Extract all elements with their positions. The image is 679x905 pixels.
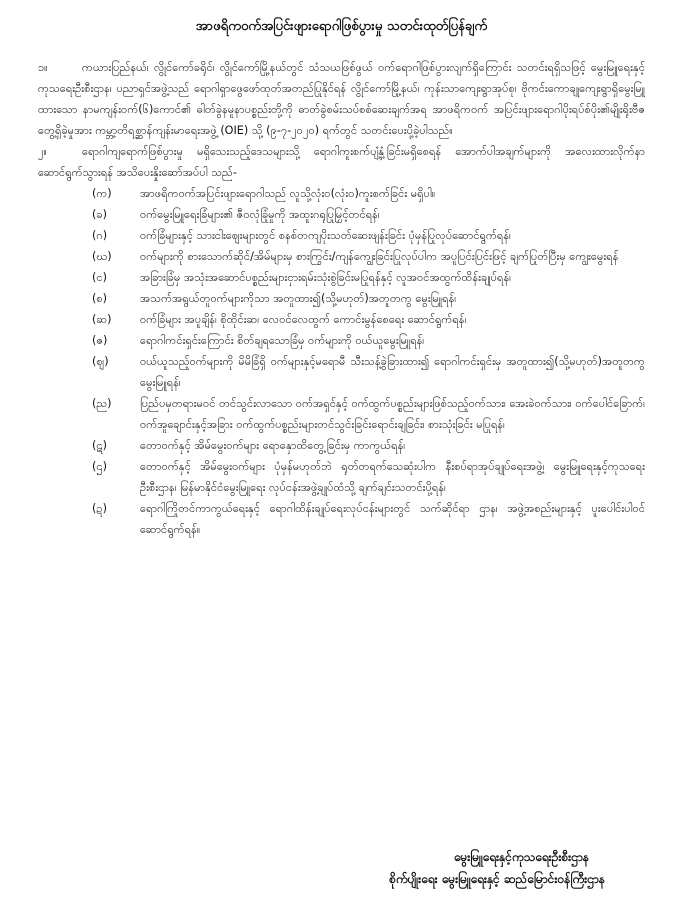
paragraph-1-text: ကယားပြည်နယ်၊ လွိုင်ကော်ခရိုင်၊ လွိုင်ကော်မြို့နယ်တွင် သံသယဖြစ်ဖွယ် ဝက်ရောဂါဖြစ်ပွားလျက်ရှိကြောင်း သတင်းရရှိသဖြင့် မွေးမြူရေးနှင့်ကုသရေးဦးစီးဌာန၊ ပညာရှင်အဖွဲ့သည် ရောဂါရှာဖွေဖော်ထုတ်အတည်ပြုနိုင်ရန် လွိုင်ကော်မြို့နယ်၊ ကုန်းသာကျေးရွာအုပ်စု၊ ဗိုကင်းကောချုကျေးရွာရှိမွေးမြူထားသော နာမကျန်းဝက်(၆)ကောင်၏ ဓါတ်ခွဲနမူနာပစ္စည်းတို့ကို ဓာတ်ခွဲစမ်းသပ်စစ်ဆေးချက်အရ အာဖရိကဝက် အပြင်းဖျားရောဂါပိုးရပ်စ်ပိုး၏မျိုးရိုးဗီဇတွေ့ရှိခဲ့မှုအား ကမ္ဘာ့တိရစ္ဆာန်ကျန်းမာရေးအဖွဲ့ (OIE) သို့ (၉-၇-၂၀၂၀) ရက်တွင် သတင်းပေးပို့ခဲ့ပါသည်။	[38, 61, 645, 137]
list-item	[38, 183, 645, 204]
list-item-text: အာဖရိကဝက်အပြင်းဖျားရောဂါသည် လူသို့လုံးဝ(လုံး၀)ကူးစက်ခြင်း မရှိပါ။	[140, 187, 436, 200]
signature-ministry: စိုက်ပျိုးရေး မွေးမြူရေးနှင့် ဆည်မြောင်းဝန်ကြီးဌာန	[389, 872, 605, 886]
list-item-mark: (စ)	[92, 292, 108, 305]
list-item	[38, 393, 645, 435]
signature-department: မွေးမြူရေးနှင့်ကုသရေးဦးစီးဌာန	[453, 850, 589, 864]
list-item-text: တောဝက်နှင့် အိမ်မွေးဝက်များ ရောနှောထိတွေ့ခြင်းမှ ကာကွယ်ရန်၊	[140, 439, 406, 452]
list-item-mark: (ဈ)	[92, 355, 109, 368]
list-item-mark: (ဇ)	[92, 334, 108, 347]
list-item-mark: (ဌ)	[92, 460, 107, 473]
list-item-text: ဝက်ခြံများနှင့် သားငါးဈေးများတွင် စနစ်တကျပိုးသတ်ဆေးဖျန်းခြင်း ပုံမှန်ပြုလုပ်ဆောင်ရွက်ရန်၊	[140, 229, 511, 242]
list-item-mark: (ဍ)	[92, 502, 107, 515]
list-item-text: ဝက်မွေးမြူရေးခြံများ၏ ဇီဝလုံခြုံမှုကို အထူးဂရုပြုမြှင့်တင်ရန်၊	[140, 208, 380, 221]
list-item	[38, 267, 645, 288]
list-item-mark: (ဂ)	[92, 229, 108, 242]
list-item-mark: (ဋ)	[92, 439, 107, 452]
list-item	[38, 309, 645, 330]
paragraph-1-number: ၁။	[38, 61, 48, 74]
list-item-mark: (င)	[92, 271, 107, 284]
list-item-text: ဝက်များကို စားသောက်ဆိုင်/အိမ်များမှ စားကြွင်း/ကျန်ကျွေးခြင်းပြုလုပ်ပါက အပူပြင်းပြင်းဖြင့် ချက်ပြုတ်ပြီးမှ ကျွေးမွေးရန်	[140, 250, 619, 263]
list-item	[38, 330, 645, 351]
list-item-mark: (ဃ)	[92, 250, 112, 263]
list-item	[38, 498, 645, 540]
list-item-mark: (ည)	[92, 397, 112, 410]
list-item	[38, 351, 645, 393]
list-item	[38, 204, 645, 225]
list-item-mark: (ခ)	[92, 208, 108, 221]
list-item-text: ဝယ်ယူသည့်ဝက်များကို မိမိခြံရှိ ဝက်များနှင့်မရောမီ သီးသန့်ခွဲခြားထား၍ ရောဂါကင်းရှင်းမှ အတူထား၍(သို့မဟုတ်)အတူတကွ မွေးမြူရန်၊	[140, 355, 645, 389]
paragraph-2	[38, 141, 645, 183]
signature-block	[0, 846, 679, 890]
list-item	[38, 435, 645, 456]
paragraph-2-number: ၂။	[38, 145, 47, 158]
list-item-text: တောဝက်နှင့် အိမ်မွေးဝက်များ ပုံမှန်မဟုတ်ဘဲ ရုတ်တရက်သေဆုံးပါက နီးစပ်ရာအုပ်ချုပ်ရေးအဖွဲ့၊ မွေးမြူရေးနှင့်ကုသရေးဦးစီးဌာန၊ မြန်မာနိုင်ငံမွေးမြူရေး လုပ်ငန်းအဖွဲ့ချုပ်ထံသို့ ချက်ချင်းသတင်းပို့ရန်၊	[140, 460, 645, 494]
list-item-text: အခြားခြံမှ အသုံးအဆောင်ပစ္စည်းများငှားရမ်းသုံးစွဲခြင်းမပြုရန်နှင့် လူအဝင်အထွက်ထိန်းချုပ်ရန်၊	[140, 271, 512, 284]
list-item-mark: (က)	[92, 187, 112, 200]
list-item-mark: (ဆ)	[92, 313, 112, 326]
paragraph-1	[38, 57, 645, 141]
list-item-text: အသက်အရွယ်တူဝက်များကိုသာ အတူထား၍(သို့မဟုတ်)အတူတကွ မွေးမြူရန်၊	[140, 292, 457, 305]
paragraph-2-text: ရောဂါကျရောက်ဖြစ်ပွားမှု မရှိသေးသည့်ဒေသများသို့ ရောဂါကူးစက်ပျံ့နှံ့ခြင်းမရှိစေရန် အောက်ပါအချက်များကို အလေးထားလိုက်နာဆောင်ရွက်သွားရန် အသိပေးနှိုးဆော်အပ်ပါ သည်-	[38, 145, 645, 179]
list-item	[38, 456, 645, 498]
list-item-text: ပြည်ပမှတရားမဝင် တင်သွင်းလာသော ဝက်အရှင်နှင့် ဝက်ထွက်ပစ္စည်းများဖြစ်သည့်ဝက်သား၊ အေးခဲဝက်သား၊ ဝက်ပေါင်ခြောက်၊ ဝက်အူချောင်းနှင့်အခြား ဝက်ထွက်ပစ္စည်းများတင်သွင်းခြင်းရောင်းချခြင်း၊ စားသုံးခြင်း မပြုရန်၊	[140, 397, 645, 431]
list-item-text: ရောဂါကြိုတင်ကာကွယ်ရေးနှင့် ရောဂါထိန်းချုပ်ရေးလုပ်ငန်းများတွင် သက်ဆိုင်ရာ ဌာန၊ အဖွဲ့အစည်းများနှင့် ပူးပေါင်းပါဝင်ဆောင်ရွက်ရန်။	[140, 502, 645, 536]
list-item	[38, 225, 645, 246]
list-item	[38, 246, 645, 267]
instruction-list	[38, 183, 645, 540]
list-item	[38, 288, 645, 309]
list-item-text: ရောဂါကင်းရှင်းကြောင်း စိတ်ချရသောခြံမှ ဝက်များကို ဝယ်ယူမွေးမြူရန်၊	[140, 334, 425, 347]
list-item-text: ဝက်ခြံများ အပူချိန်၊ စိုထိုင်းဆ၊ လေဝင်လေထွက် ကောင်းမွန်စေရေး ဆောင်ရွက်ရန်၊	[140, 313, 467, 326]
document-title: အာဖရိကဝက်အပြင်းဖျားရောဂါဖြစ်ပွားမှု သတင်းထုတ်ပြန်ချက်	[195, 19, 488, 34]
